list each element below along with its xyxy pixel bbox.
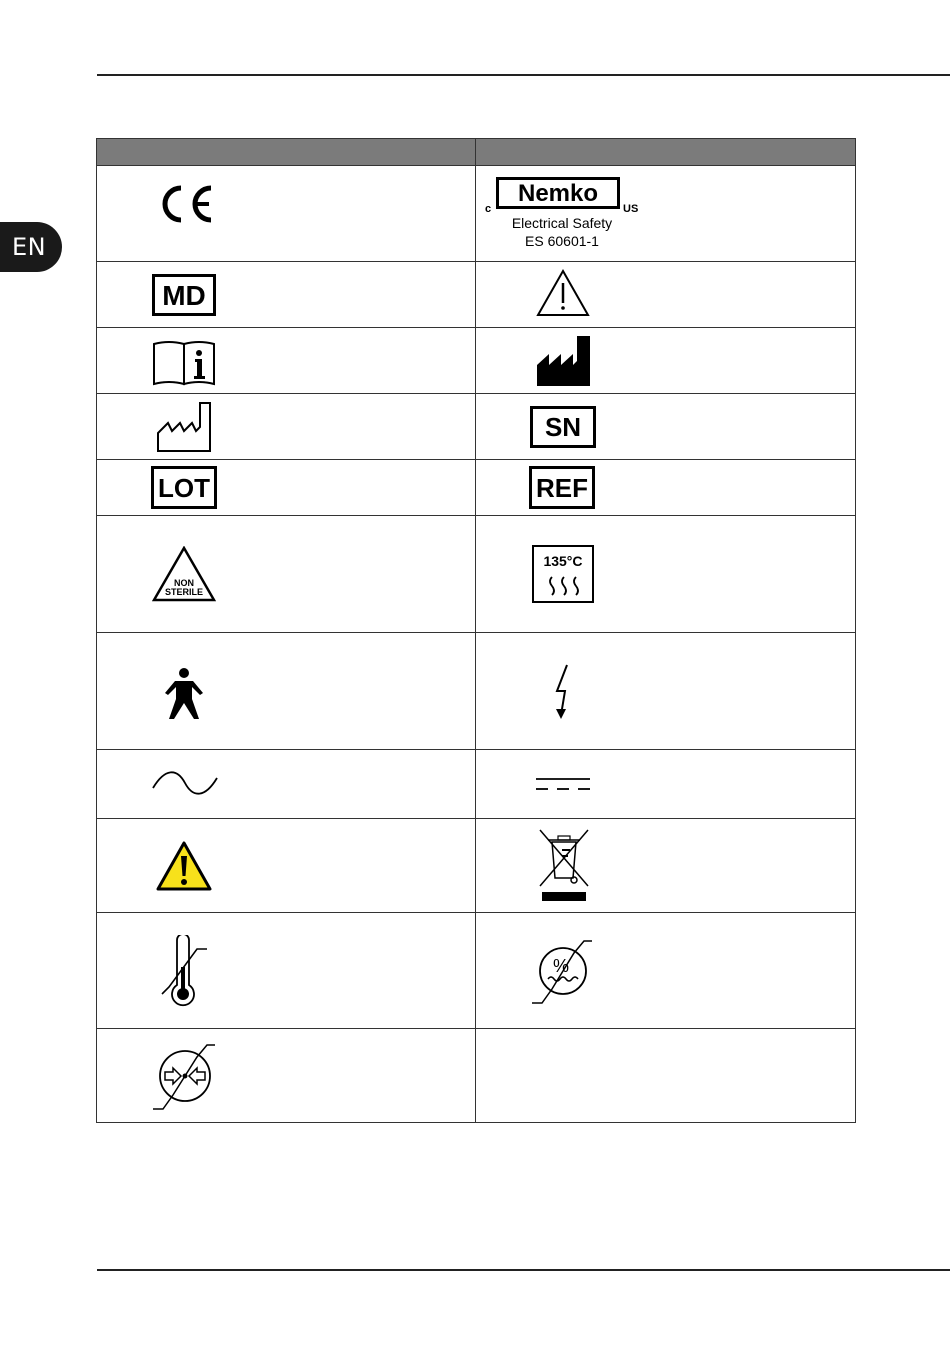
heat-waves-icon bbox=[544, 575, 584, 597]
non-sterile-cell bbox=[97, 516, 476, 633]
top-rule bbox=[97, 74, 950, 76]
nemko-logo-box bbox=[496, 177, 620, 209]
manufacturer-cell bbox=[476, 328, 856, 394]
table-header-row bbox=[97, 139, 856, 166]
instructions-book-icon bbox=[152, 340, 218, 386]
symbols-table bbox=[96, 138, 856, 1123]
md-cell bbox=[97, 262, 476, 328]
alternating-current-icon bbox=[151, 770, 219, 796]
table-row bbox=[97, 516, 856, 633]
empty-cell bbox=[476, 1029, 856, 1123]
md-symbol-text: MD bbox=[162, 280, 206, 311]
table-row bbox=[97, 394, 856, 460]
alternating-current-cell bbox=[97, 750, 476, 819]
table-row bbox=[97, 1029, 856, 1123]
header-cell-right bbox=[476, 139, 856, 166]
temperature-limit-cell bbox=[97, 913, 476, 1029]
warning-cell bbox=[476, 262, 856, 328]
table-row bbox=[97, 750, 856, 819]
table-row bbox=[97, 913, 856, 1029]
crossed-out-bin-icon bbox=[536, 828, 592, 902]
nemko-brand: Nemko bbox=[517, 180, 599, 207]
temperature-symbol-box bbox=[532, 545, 594, 603]
lot-symbol-text: LOT bbox=[158, 473, 210, 503]
caution-cell bbox=[97, 819, 476, 913]
md-symbol-box bbox=[152, 274, 216, 316]
temperature-text: 135°C bbox=[543, 553, 583, 569]
atmospheric-pressure-limit-icon bbox=[151, 1041, 219, 1111]
date-of-manufacture-icon bbox=[156, 401, 214, 453]
nemko-c-mark: c bbox=[485, 203, 492, 215]
instructions-cell bbox=[97, 328, 476, 394]
manufacturer-factory-icon bbox=[536, 335, 592, 387]
sn-symbol-text: SN bbox=[544, 412, 582, 442]
warning-triangle-icon bbox=[535, 268, 591, 318]
nemko-line-2: ES 60601-1 bbox=[525, 233, 599, 249]
dangerous-voltage-cell bbox=[476, 633, 856, 750]
ref-symbol-box bbox=[529, 466, 595, 509]
table-row bbox=[97, 166, 856, 262]
table-row bbox=[97, 633, 856, 750]
lightning-bolt-icon bbox=[551, 663, 575, 721]
direct-current-icon bbox=[536, 776, 590, 792]
humidity-percent-text: % bbox=[553, 956, 570, 976]
header-cell-left bbox=[97, 139, 476, 166]
ce-mark-icon bbox=[155, 184, 215, 224]
table-row bbox=[97, 328, 856, 394]
nemko-us-mark: US bbox=[623, 203, 639, 215]
ce-cell bbox=[97, 166, 476, 262]
table-row bbox=[97, 262, 856, 328]
ref-symbol-text: REF bbox=[536, 473, 588, 503]
humidity-limit-cell bbox=[476, 913, 856, 1029]
nemko-line-1: Electrical Safety bbox=[511, 215, 613, 231]
serial-number-cell bbox=[476, 394, 856, 460]
type-b-applied-part-icon bbox=[161, 667, 207, 721]
thermometer-limit-icon bbox=[161, 935, 211, 1007]
language-tab bbox=[0, 222, 62, 272]
temperature-cell bbox=[476, 516, 856, 633]
caution-yellow-triangle-icon bbox=[155, 840, 213, 892]
table-row bbox=[97, 460, 856, 516]
table-row bbox=[97, 819, 856, 913]
non-sterile-text-1: NON bbox=[174, 578, 194, 588]
weee-cell bbox=[476, 819, 856, 913]
language-label: EN bbox=[12, 233, 47, 261]
direct-current-cell bbox=[476, 750, 856, 819]
type-b-cell bbox=[97, 633, 476, 750]
sn-symbol-box bbox=[530, 406, 596, 448]
ref-cell bbox=[476, 460, 856, 516]
non-sterile-text-2: STERILE bbox=[164, 587, 203, 597]
date-of-manufacture-cell bbox=[97, 394, 476, 460]
pressure-limit-cell bbox=[97, 1029, 476, 1123]
bottom-rule bbox=[97, 1269, 950, 1271]
nemko-cell bbox=[476, 166, 856, 262]
lot-symbol-box bbox=[151, 466, 217, 509]
lot-cell bbox=[97, 460, 476, 516]
